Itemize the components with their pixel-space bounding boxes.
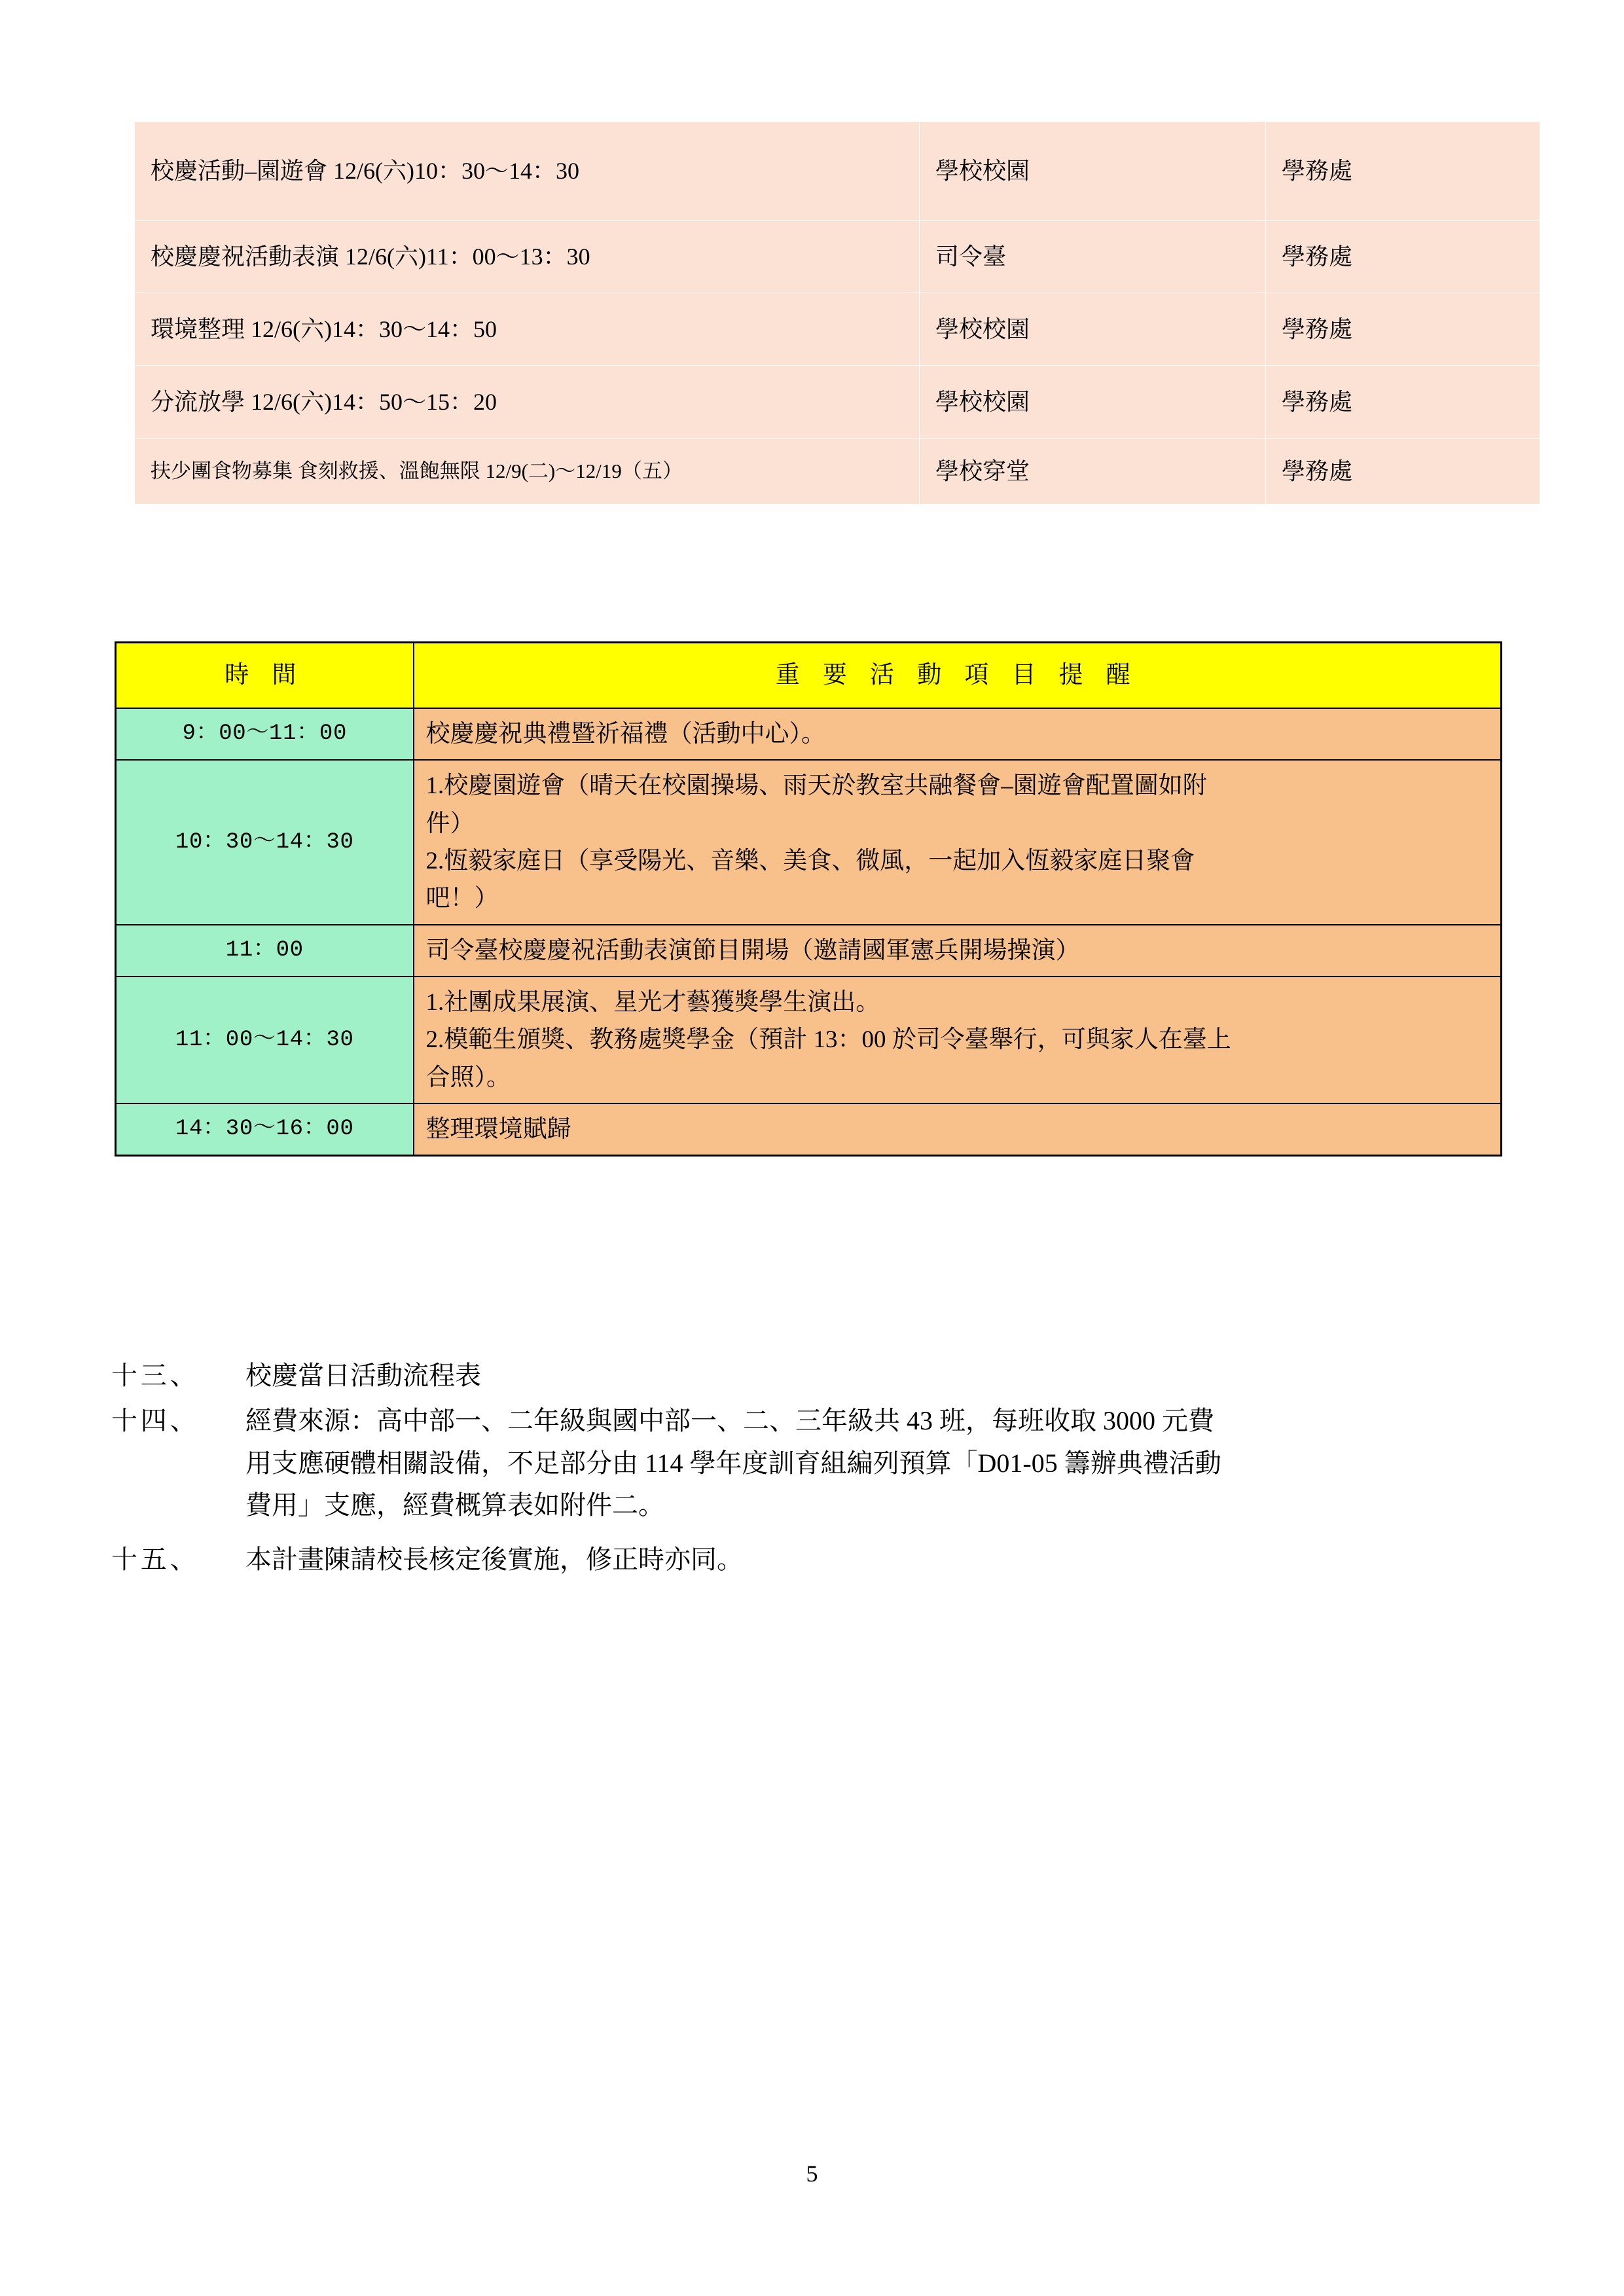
schedule-place: 司令臺 [920, 221, 1266, 293]
schedule-unit: 學務處 [1266, 366, 1540, 439]
schedule-activity: 分流放學 12/6(六)14：50～15：20 [135, 366, 920, 439]
column-header-time: 時 間 [116, 643, 414, 709]
event-flow-table-head [116, 643, 1502, 709]
flow-line: 件） [425, 810, 475, 837]
schedule-unit: 學務處 [1266, 439, 1540, 505]
flow-description [414, 1103, 1502, 1156]
schedule-unit: 學務處 [1266, 221, 1540, 293]
table-row [135, 221, 1540, 293]
paragraph-body [245, 1539, 1506, 1581]
flow-time: 11：00 [116, 925, 414, 977]
schedule-table [134, 121, 1540, 505]
schedule-unit: 學務處 [1266, 122, 1540, 221]
table-header-row [116, 643, 1502, 709]
paragraph-line: 本計畫陳請校長核定後實施，修正時亦同。 [245, 1545, 743, 1575]
schedule-unit: 學務處 [1266, 293, 1540, 366]
page-number: 5 [806, 2161, 818, 2187]
table-row [116, 760, 1502, 924]
paragraph-13 [111, 1355, 1506, 1397]
table-row [135, 122, 1540, 221]
flow-description [414, 925, 1502, 977]
table-row [116, 1103, 1502, 1156]
numbered-paragraph-block [111, 1355, 1506, 1584]
flow-description [414, 977, 1502, 1103]
schedule-place: 學校校園 [920, 293, 1266, 366]
schedule-activity: 扶少團食物募集 食刻救援、溫飽無限 12/9(二)～12/19（五） [135, 439, 920, 505]
paragraph-line: 用支應硬體相關設備，不足部分由 114 學年度訓育組編列預算「D01-05 籌辦典禮活動 [245, 1448, 1221, 1478]
flow-time: 14：30～16：00 [116, 1103, 414, 1156]
flow-line: 2.模範生頒獎、教務處獎學金（預計 13：00 於司令臺舉行，可與家人在臺上 [425, 1026, 1231, 1054]
table-row [135, 366, 1540, 439]
schedule-activity: 校慶活動–園遊會 12/6(六)10：30～14：30 [135, 122, 920, 221]
schedule-table-body [135, 122, 1540, 505]
table-row [135, 439, 1540, 505]
event-flow-table-body [116, 708, 1502, 1156]
table-row [135, 293, 1540, 366]
flow-line: 1.社團成果展演、星光才藝獲獎學生演出。 [425, 989, 880, 1016]
paragraph-14 [111, 1400, 1506, 1527]
flow-description [414, 760, 1502, 924]
flow-time: 9：00～11：00 [116, 708, 414, 760]
flow-line: 2.恆毅家庭日（享受陽光、音樂、美食、微風，一起加入恆毅家庭日聚會 [425, 848, 1195, 875]
paragraph-number: 十三、 [111, 1361, 200, 1390]
flow-description [414, 708, 1502, 760]
flow-time: 11：00～14：30 [116, 977, 414, 1103]
flow-line: 合照）。 [425, 1064, 511, 1091]
paragraph-15 [111, 1539, 1506, 1581]
event-flow-table [115, 641, 1502, 1157]
flow-line: 校慶慶祝典禮暨祈福禮（活動中心）。 [425, 721, 825, 747]
flow-line: 整理環境賦歸 [425, 1116, 571, 1143]
paragraph-body [245, 1355, 1506, 1397]
schedule-place: 學校穿堂 [920, 439, 1266, 505]
schedule-activity: 環境整理 12/6(六)14：30～14：50 [135, 293, 920, 366]
schedule-place: 學校校園 [920, 122, 1266, 221]
paragraph-body [245, 1400, 1506, 1527]
paragraph-number: 十五、 [111, 1545, 200, 1575]
flow-line: 1.校慶園遊會（晴天在校園操場、雨天於教室共融餐會–園遊會配置圖如附 [425, 772, 1207, 800]
paragraph-line: 經費來源：高中部一、二年級與國中部一、二、三年級共 43 班，每班收取 3000 元費 [245, 1405, 1214, 1435]
paragraph-line: 校慶當日活動流程表 [245, 1361, 481, 1390]
column-header-item: 重 要 活 動 項 目 提 醒 [414, 643, 1502, 709]
paragraph-line: 費用」支應，經費概算表如附件二。 [245, 1490, 664, 1520]
schedule-activity: 校慶慶祝活動表演 12/6(六)11：00～13：30 [135, 221, 920, 293]
table-row [116, 708, 1502, 760]
flow-line: 司令臺校慶慶祝活動表演節目開場（邀請國軍憲兵開場操演） [425, 937, 1080, 964]
table-row [116, 977, 1502, 1103]
flow-line: 吧！） [425, 885, 499, 912]
flow-time: 10：30～14：30 [116, 760, 414, 924]
schedule-place: 學校校園 [920, 366, 1266, 439]
paragraph-number: 十四、 [111, 1405, 200, 1435]
table-row [116, 925, 1502, 977]
